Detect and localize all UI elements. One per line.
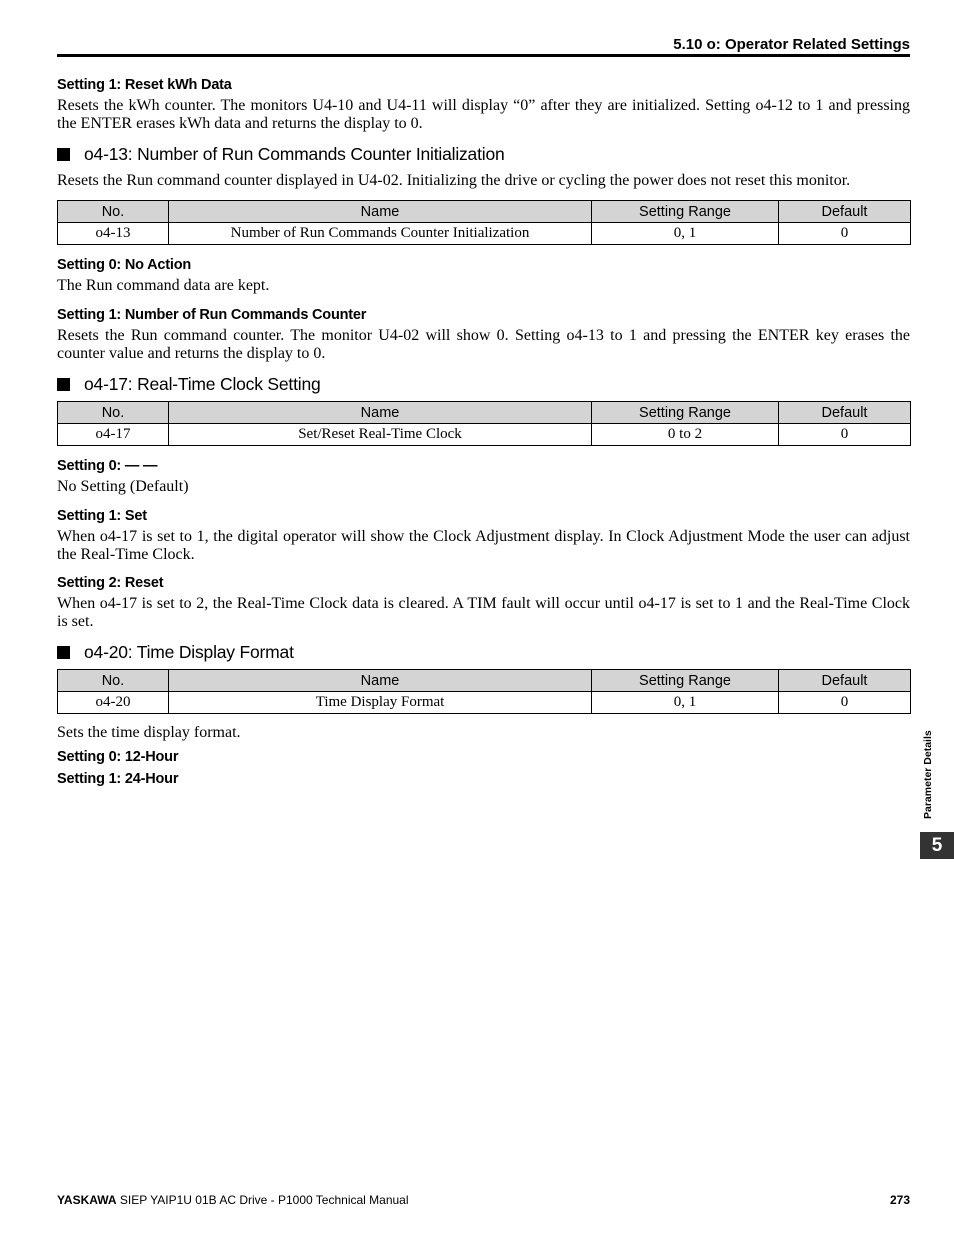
column-header-default: Default [779, 670, 911, 692]
setting-title-run-counter: Setting 1: Number of Run Commands Counter [57, 307, 367, 323]
setting-body-run-counter: Resets the Run command counter. The monitor U4-02 will show 0. Setting o4-13 to 1 and pressing the ENTER key erases the counter value and returns the display to 0. [57, 327, 910, 362]
column-header-name: Name [169, 402, 592, 424]
cell-setting-range: 0, 1 [592, 692, 779, 714]
setting-body-no-setting: No Setting (Default) [57, 478, 189, 495]
cell-default: 0 [779, 424, 911, 446]
footer-brand: YASKAWA [57, 1193, 117, 1207]
footer-manual-title [57, 1193, 409, 1207]
setting-title-reset: Setting 2: Reset [57, 575, 164, 591]
section-heading-text: o4-17: Real-Time Clock Setting [84, 374, 321, 394]
parameter-table-o4-20 [57, 669, 911, 714]
parameter-table-o4-17 [57, 401, 911, 446]
column-header-name: Name [169, 201, 592, 223]
setting-title-24-hour: Setting 1: 24-Hour [57, 771, 179, 787]
section-intro-o4-13: Resets the Run command counter displayed in U4-02. Initializing the drive or cycling the power does not reset this monitor. [57, 172, 851, 189]
column-header-name: Name [169, 670, 592, 692]
page-number: 273 [889, 1193, 910, 1207]
section-heading-text: o4-13: Number of Run Commands Counter Initialization [84, 144, 505, 164]
chapter-side-label: Parameter Details [922, 730, 934, 819]
footer-manual-name: SIEP YAIP1U 01B AC Drive - P1000 Technical Manual [119, 1193, 409, 1207]
parameter-table-o4-13 [57, 200, 911, 245]
column-header-no: No. [58, 201, 169, 223]
cell-no: o4-20 [58, 692, 169, 714]
column-header-setting-range: Setting Range [592, 201, 779, 223]
table-header-row [58, 402, 911, 424]
table-row [58, 424, 911, 446]
section-heading-o4-13 [57, 144, 505, 165]
cell-no: o4-17 [58, 424, 169, 446]
column-header-setting-range: Setting Range [592, 670, 779, 692]
section-header-title: 5.10 o: Operator Related Settings [673, 36, 910, 53]
cell-name: Set/Reset Real-Time Clock [169, 424, 592, 446]
setting-body-reset: When o4-17 is set to 2, the Real-Time Clock data is cleared. A TIM fault will occur until o4-17 is set to 1 and the Real-Time Clock is set. [57, 595, 910, 630]
table-row [58, 223, 911, 245]
cell-setting-range: 0, 1 [592, 223, 779, 245]
section-bullet-icon [57, 646, 70, 659]
section-heading-text: o4-20: Time Display Format [84, 642, 294, 662]
column-header-default: Default [779, 402, 911, 424]
setting-title-dash: Setting 0: — — [57, 458, 158, 474]
cell-default: 0 [779, 223, 911, 245]
section-bullet-icon [57, 378, 70, 391]
setting-title-reset-kwh: Setting 1: Reset kWh Data [57, 77, 232, 93]
section-heading-o4-20 [57, 642, 294, 663]
column-header-no: No. [58, 670, 169, 692]
setting-title-no-action: Setting 0: No Action [57, 257, 192, 273]
column-header-setting-range: Setting Range [592, 402, 779, 424]
cell-no: o4-13 [58, 223, 169, 245]
column-header-default: Default [779, 201, 911, 223]
cell-name: Time Display Format [169, 692, 592, 714]
setting-body-no-action: The Run command data are kept. [57, 277, 270, 294]
cell-name: Number of Run Commands Counter Initialization [169, 223, 592, 245]
setting-title-12-hour: Setting 0: 12-Hour [57, 749, 179, 765]
section-heading-o4-17 [57, 374, 321, 395]
section-intro-o4-20: Sets the time display format. [57, 724, 241, 741]
section-bullet-icon [57, 148, 70, 161]
setting-title-set: Setting 1: Set [57, 508, 147, 524]
setting-body-reset-kwh: Resets the kWh counter. The monitors U4-10 and U4-11 will display “0” after they are initialized. Setting o4-12 to 1 and pressing the ENTER erases kWh data and returns the display to 0. [57, 97, 910, 132]
header-rule [57, 54, 910, 57]
table-header-row [58, 670, 911, 692]
table-row [58, 692, 911, 714]
cell-default: 0 [779, 692, 911, 714]
setting-body-set: When o4-17 is set to 1, the digital operator will show the Clock Adjustment display. In Clock Adjustment Mode the user can adjust the Real-Time Clock. [57, 528, 910, 563]
cell-setting-range: 0 to 2 [592, 424, 779, 446]
chapter-number-tab: 5 [920, 832, 954, 859]
table-header-row [58, 201, 911, 223]
column-header-no: No. [58, 402, 169, 424]
